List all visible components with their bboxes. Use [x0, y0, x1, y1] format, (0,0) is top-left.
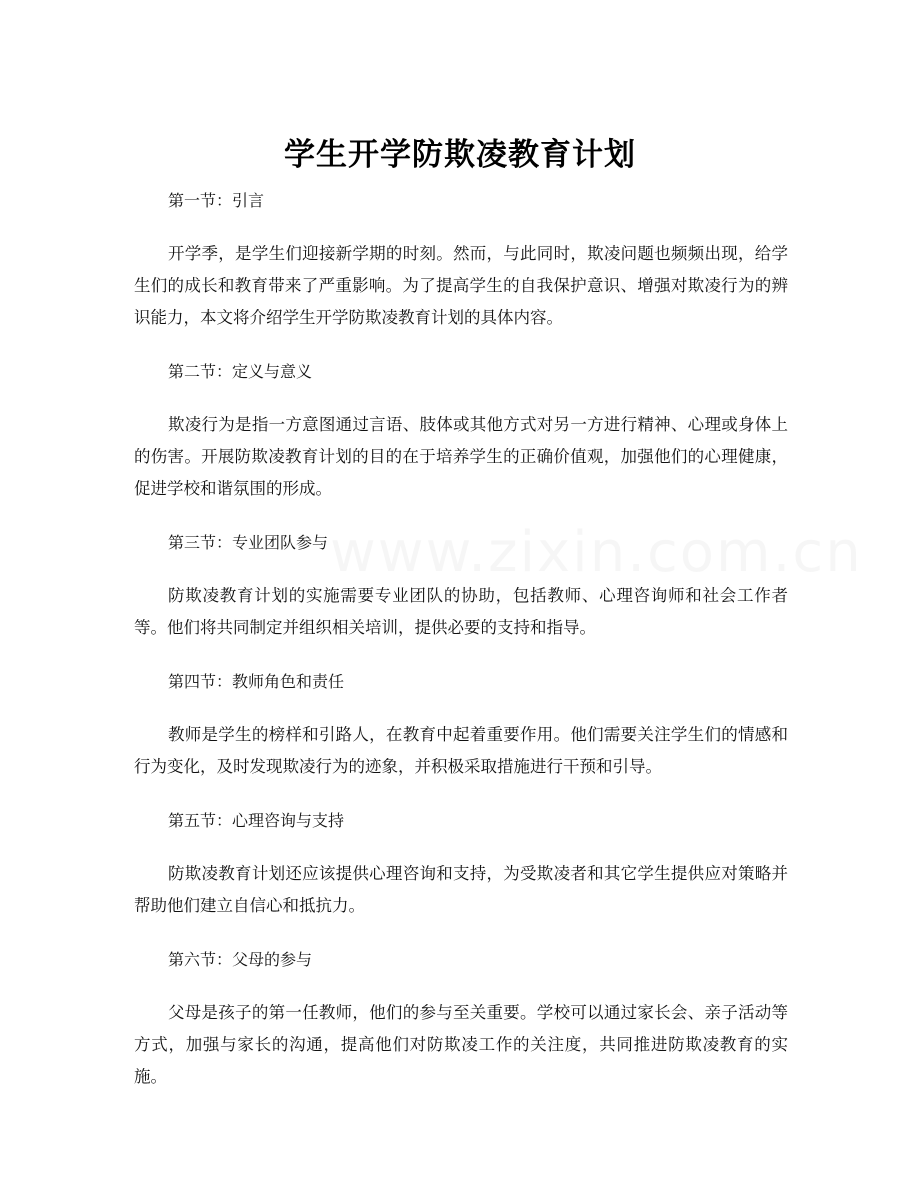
section-heading: 第五节：心理咨询与支持	[168, 811, 345, 830]
section-paragraph: 教师是学生的榜样和引路人，在教育中起着重要作用。他们需要关注学生们的情感和行为变化，及时发现欺凌行为的迹象，并积极采取措施进行干预和引导。	[134, 725, 788, 776]
section-teacher-role	[134, 667, 788, 783]
section-heading: 第三节：专业团队参与	[168, 533, 329, 552]
section-paragraph: 开学季，是学生们迎接新学期的时刻。然而，与此同时，欺凌问题也频频出现，给学生们的成长和教育带来了严重影响。为了提高学生的自我保护意识、增强对欺凌行为的辨识能力，本文将介绍学生开学防欺凌教育计划的具体内容。	[134, 244, 788, 327]
section-heading: 第四节：教师角色和责任	[168, 672, 345, 691]
section-parents	[134, 945, 788, 1093]
section-intro	[134, 186, 788, 334]
section-paragraph: 欺凌行为是指一方意图通过言语、肢体或其他方式对另一方进行精神、心理或身体上的伤害。开展防欺凌教育计划的目的在于培养学生的正确价值观，加强他们的心理健康，促进学校和谐氛围的形成。	[134, 415, 788, 498]
section-team	[134, 528, 788, 644]
section-counseling	[134, 806, 788, 922]
section-paragraph: 防欺凌教育计划还应该提供心理咨询和支持，为受欺凌者和其它学生提供应对策略并帮助他们建立自信心和抵抗力。	[134, 864, 788, 915]
section-heading: 第一节：引言	[168, 191, 265, 210]
section-paragraph: 父母是孩子的第一任教师，他们的参与至关重要。学校可以通过家长会、亲子活动等方式，加强与家长的沟通，提高他们对防欺凌工作的关注度，共同推进防欺凌教育的实施。	[134, 1003, 788, 1086]
document-body	[134, 186, 788, 1093]
section-heading: 第六节：父母的参与	[168, 950, 313, 969]
section-paragraph: 防欺凌教育计划的实施需要专业团队的协助，包括教师、心理咨询师和社会工作者等。他们将共同制定并组织相关培训，提供必要的支持和指导。	[134, 586, 788, 637]
section-definition	[134, 357, 788, 505]
document-title: 学生开学防欺凌教育计划	[284, 136, 636, 173]
section-heading: 第二节：定义与意义	[168, 362, 313, 381]
